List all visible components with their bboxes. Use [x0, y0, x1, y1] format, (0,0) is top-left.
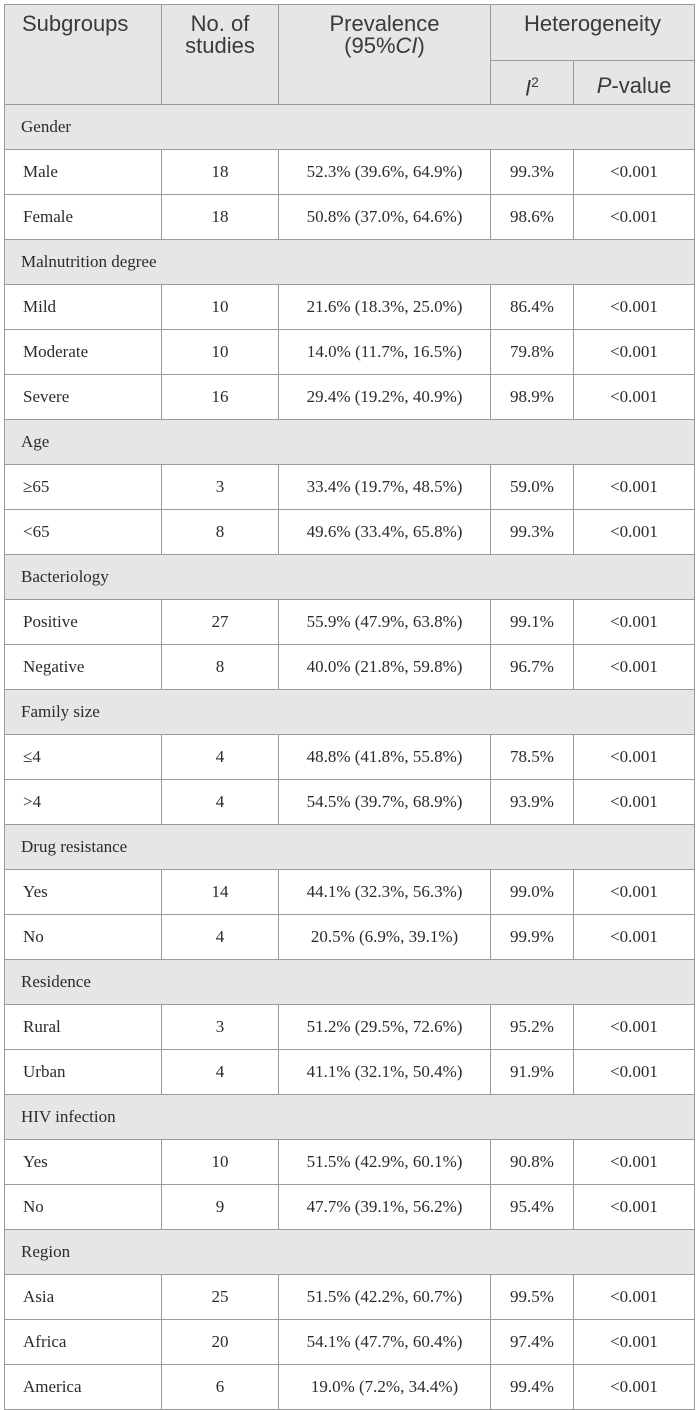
studies-cell: 3: [162, 465, 279, 510]
group-label: Bacteriology: [5, 555, 695, 600]
i2-cell: 98.6%: [491, 195, 574, 240]
table-row: [5, 465, 695, 510]
studies-cell: 20: [162, 1320, 279, 1365]
table-row: [5, 645, 695, 690]
p-value-cell: <0.001: [574, 735, 695, 780]
i2-cell: 99.4%: [491, 1365, 574, 1410]
p-value-cell: <0.001: [574, 510, 695, 555]
p-value-cell: <0.001: [574, 1275, 695, 1320]
studies-cell: 10: [162, 1140, 279, 1185]
table-row: [5, 285, 695, 330]
table-row: [5, 330, 695, 375]
prevalence-cell: 50.8% (37.0%, 64.6%): [279, 195, 491, 240]
p-value-cell: <0.001: [574, 1320, 695, 1365]
prevalence-cell: 21.6% (18.3%, 25.0%): [279, 285, 491, 330]
p-value-cell: <0.001: [574, 1140, 695, 1185]
i2-cell: 59.0%: [491, 465, 574, 510]
p-value-cell: <0.001: [574, 1005, 695, 1050]
group-label: Age: [5, 420, 695, 465]
row-label: Yes: [5, 1140, 162, 1185]
prevalence-cell: 41.1% (32.1%, 50.4%): [279, 1050, 491, 1095]
table-row: [5, 1005, 695, 1050]
group-row: [5, 240, 695, 285]
row-label: Africa: [5, 1320, 162, 1365]
prevalence-cell: 51.5% (42.2%, 60.7%): [279, 1275, 491, 1320]
table-row: [5, 150, 695, 195]
studies-cell: 27: [162, 600, 279, 645]
studies-cell: 8: [162, 510, 279, 555]
prevalence-cell: 54.1% (47.7%, 60.4%): [279, 1320, 491, 1365]
row-label: Rural: [5, 1005, 162, 1050]
group-row: [5, 960, 695, 1005]
p-value-cell: <0.001: [574, 195, 695, 240]
prevalence-cell: 49.6% (33.4%, 65.8%): [279, 510, 491, 555]
studies-cell: 18: [162, 150, 279, 195]
i2-cell: 99.9%: [491, 915, 574, 960]
p-value-cell: <0.001: [574, 330, 695, 375]
group-row: [5, 420, 695, 465]
prevalence-cell: 54.5% (39.7%, 68.9%): [279, 780, 491, 825]
studies-cell: 10: [162, 330, 279, 375]
studies-cell: 6: [162, 1365, 279, 1410]
studies-cell: 4: [162, 1050, 279, 1095]
row-label: ≤4: [5, 735, 162, 780]
group-label: Region: [5, 1230, 695, 1275]
row-label: Female: [5, 195, 162, 240]
subgroup-prevalence-table: [4, 4, 695, 1410]
p-value-cell: <0.001: [574, 915, 695, 960]
col-header-subgroups: Subgroups: [5, 5, 162, 105]
table-row: [5, 780, 695, 825]
group-label: Gender: [5, 105, 695, 150]
studies-cell: 16: [162, 375, 279, 420]
p-value-cell: <0.001: [574, 285, 695, 330]
table-row: [5, 1140, 695, 1185]
studies-cell: 3: [162, 1005, 279, 1050]
group-row: [5, 555, 695, 600]
prevalence-cell: 19.0% (7.2%, 34.4%): [279, 1365, 491, 1410]
row-label: Severe: [5, 375, 162, 420]
p-value-cell: <0.001: [574, 1050, 695, 1095]
i2-cell: 99.3%: [491, 510, 574, 555]
row-label: Yes: [5, 870, 162, 915]
p-value-cell: <0.001: [574, 465, 695, 510]
table-row: [5, 1185, 695, 1230]
row-label: Asia: [5, 1275, 162, 1320]
i2-cell: 79.8%: [491, 330, 574, 375]
i2-cell: 91.9%: [491, 1050, 574, 1095]
i2-cell: 86.4%: [491, 285, 574, 330]
i2-cell: 95.4%: [491, 1185, 574, 1230]
row-label: Negative: [5, 645, 162, 690]
prevalence-cell: 44.1% (32.3%, 56.3%): [279, 870, 491, 915]
p-value-cell: <0.001: [574, 645, 695, 690]
table-body: [5, 105, 695, 1410]
i2-cell: 98.9%: [491, 375, 574, 420]
group-label: HIV infection: [5, 1095, 695, 1140]
row-label: ≥65: [5, 465, 162, 510]
studies-cell: 4: [162, 780, 279, 825]
p-value-cell: <0.001: [574, 870, 695, 915]
i2-cell: 96.7%: [491, 645, 574, 690]
table-row: [5, 1275, 695, 1320]
row-label: Mild: [5, 285, 162, 330]
col-header-p-value: P-value: [574, 61, 695, 105]
prevalence-cell: 47.7% (39.1%, 56.2%): [279, 1185, 491, 1230]
table-header: [5, 5, 695, 105]
table-row: [5, 510, 695, 555]
col-header-i2: $I^2$: [491, 61, 574, 105]
studies-cell: 4: [162, 735, 279, 780]
row-label: Male: [5, 150, 162, 195]
group-row: [5, 1095, 695, 1140]
i2-cell: 78.5%: [491, 735, 574, 780]
col-header-prevalence: Prevalence (95%CI): [279, 5, 491, 105]
row-label: Positive: [5, 600, 162, 645]
table-row: [5, 735, 695, 780]
row-label: <65: [5, 510, 162, 555]
group-label: Residence: [5, 960, 695, 1005]
row-label: >4: [5, 780, 162, 825]
prevalence-cell: 48.8% (41.8%, 55.8%): [279, 735, 491, 780]
row-label: No: [5, 915, 162, 960]
table-row: [5, 915, 695, 960]
group-row: [5, 105, 695, 150]
prevalence-cell: 51.5% (42.9%, 60.1%): [279, 1140, 491, 1185]
p-value-cell: <0.001: [574, 150, 695, 195]
group-row: [5, 690, 695, 735]
col-header-studies: No. of studies: [162, 5, 279, 105]
group-label: Malnutrition degree: [5, 240, 695, 285]
p-value-cell: <0.001: [574, 600, 695, 645]
i2-cell: 93.9%: [491, 780, 574, 825]
col-header-heterogeneity: Heterogeneity: [491, 5, 695, 61]
prevalence-cell: 55.9% (47.9%, 63.8%): [279, 600, 491, 645]
group-row: [5, 1230, 695, 1275]
prevalence-cell: 51.2% (29.5%, 72.6%): [279, 1005, 491, 1050]
studies-cell: 10: [162, 285, 279, 330]
studies-cell: 25: [162, 1275, 279, 1320]
i2-cell: 97.4%: [491, 1320, 574, 1365]
i2-cell: 99.0%: [491, 870, 574, 915]
table-row: [5, 870, 695, 915]
p-value-cell: <0.001: [574, 375, 695, 420]
row-label: Urban: [5, 1050, 162, 1095]
studies-cell: 9: [162, 1185, 279, 1230]
row-label: No: [5, 1185, 162, 1230]
i2-cell: 95.2%: [491, 1005, 574, 1050]
prevalence-cell: 20.5% (6.9%, 39.1%): [279, 915, 491, 960]
p-value-cell: <0.001: [574, 1365, 695, 1410]
row-label: Moderate: [5, 330, 162, 375]
prevalence-cell: 14.0% (11.7%, 16.5%): [279, 330, 491, 375]
p-value-cell: <0.001: [574, 1185, 695, 1230]
p-value-cell: <0.001: [574, 780, 695, 825]
group-row: [5, 825, 695, 870]
prevalence-cell: 33.4% (19.7%, 48.5%): [279, 465, 491, 510]
group-label: Family size: [5, 690, 695, 735]
group-label: Drug resistance: [5, 825, 695, 870]
table-row: [5, 1050, 695, 1095]
i2-cell: 99.1%: [491, 600, 574, 645]
i2-cell: 99.3%: [491, 150, 574, 195]
studies-cell: 8: [162, 645, 279, 690]
table-row: [5, 375, 695, 420]
prevalence-cell: 29.4% (19.2%, 40.9%): [279, 375, 491, 420]
prevalence-cell: 40.0% (21.8%, 59.8%): [279, 645, 491, 690]
studies-cell: 4: [162, 915, 279, 960]
i2-cell: 99.5%: [491, 1275, 574, 1320]
studies-cell: 18: [162, 195, 279, 240]
table-row: [5, 1320, 695, 1365]
table-row: [5, 195, 695, 240]
table-row: [5, 600, 695, 645]
table-row: [5, 1365, 695, 1410]
i2-cell: 90.8%: [491, 1140, 574, 1185]
row-label: America: [5, 1365, 162, 1410]
prevalence-cell: 52.3% (39.6%, 64.9%): [279, 150, 491, 195]
studies-cell: 14: [162, 870, 279, 915]
